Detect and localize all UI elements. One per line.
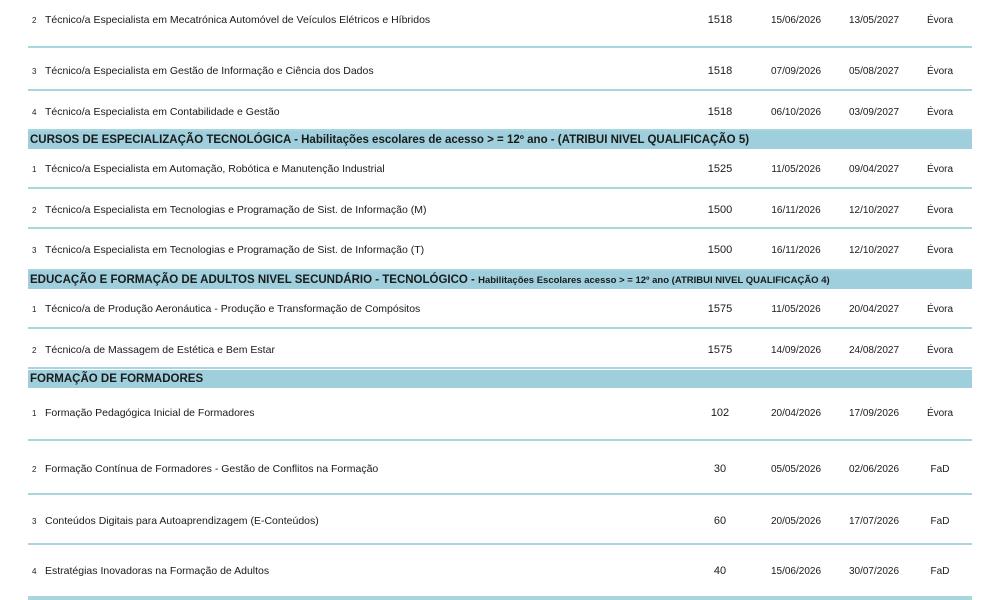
course-hours: 30: [713, 463, 727, 475]
course-name: Conteúdos Digitais para Autoaprendizagem (E-Conteúdos): [45, 515, 319, 527]
course-name: Técnico/a de Massagem de Estética e Bem Estar: [45, 344, 275, 356]
table-row: [28, 91, 972, 131]
row-number: 1: [32, 165, 37, 174]
start-date: 07/09/2026: [770, 66, 822, 77]
course-name: Técnico/a de Produção Aeronáutica - Produção e Transformação de Compósitos: [45, 303, 421, 315]
start-date: 20/05/2026: [770, 516, 822, 527]
row-number: 1: [32, 409, 37, 418]
row-number: 2: [32, 206, 37, 215]
start-date: 15/06/2026: [770, 566, 822, 577]
start-date: 16/11/2026: [771, 245, 821, 256]
course-location: Évora: [926, 245, 954, 256]
course-hours: 1500: [707, 204, 733, 216]
course-hours: 1518: [707, 65, 733, 77]
course-name: Técnico/a Especialista em Mecatrónica Automóvel de Veículos Elétricos e Híbridos: [45, 14, 431, 26]
course-location: Évora: [926, 15, 954, 26]
table-row: [28, 149, 972, 189]
course-name: Formação Pedagógica Inicial de Formadores: [45, 407, 255, 419]
table-row: [28, 388, 972, 441]
course-name: Técnico/a Especialista em Contabilidade e Gestão: [45, 106, 280, 118]
course-hours: 60: [713, 515, 727, 527]
row-number: 3: [32, 67, 37, 76]
row-number: 2: [32, 346, 37, 355]
section-header: [28, 370, 972, 388]
section-divider: [28, 596, 972, 600]
end-date: 20/04/2027: [848, 304, 900, 315]
end-date: 09/04/2027: [848, 164, 900, 175]
course-hours: 40: [713, 565, 727, 577]
course-name: Técnico/a Especialista em Tecnologias e Programação de Sist. de Informação (M): [45, 204, 427, 216]
row-number: 4: [32, 108, 37, 117]
end-date: 17/07/2026: [848, 516, 900, 527]
section-title: FORMAÇÃO DE FORMADORES: [30, 373, 204, 385]
course-location: Évora: [926, 107, 954, 118]
section-title: CURSOS DE ESPECIALIZAÇÃO TECNOLÓGICA - Habilitações escolares de acesso > = 12º ano - (ATRIBUI NIVEL QUALIFICAÇÃO 5): [30, 134, 750, 146]
course-name: Técnico/a Especialista em Tecnologias e Programação de Sist. de Informação (T): [45, 244, 425, 256]
table-row: [28, 329, 972, 369]
course-name: Formação Contínua de Formadores - Gestão de Conflitos na Formação: [45, 463, 379, 475]
end-date: 02/06/2026: [848, 464, 900, 475]
start-date: 11/05/2026: [771, 304, 821, 315]
start-date: 20/04/2026: [770, 408, 822, 419]
course-location: Évora: [926, 66, 954, 77]
course-name: Estratégias Inovadoras na Formação de Adultos: [45, 565, 270, 577]
course-location: FaD: [930, 566, 950, 577]
row-number: 2: [32, 16, 37, 25]
course-name: Técnico/a Especialista em Gestão de Informação e Ciência dos Dados: [45, 65, 374, 77]
course-hours: 1518: [707, 14, 733, 26]
end-date: 24/08/2027: [848, 345, 900, 356]
end-date: 30/07/2026: [848, 566, 900, 577]
course-hours: 1575: [707, 344, 733, 356]
course-hours: 1525: [707, 163, 733, 175]
table-row: [28, 545, 972, 591]
start-date: 15/06/2026: [770, 15, 822, 26]
course-location: FaD: [930, 516, 950, 527]
end-date: 05/08/2027: [848, 66, 900, 77]
table-row: [28, 495, 972, 545]
course-location: Évora: [926, 164, 954, 175]
row-number: 3: [32, 246, 37, 255]
table-row: [28, 229, 972, 271]
section-header: [28, 271, 972, 289]
course-location: Évora: [926, 304, 954, 315]
course-location: Évora: [926, 408, 954, 419]
row-number: 1: [32, 305, 37, 314]
end-date: 03/09/2027: [848, 107, 900, 118]
start-date: 06/10/2026: [770, 107, 822, 118]
course-hours: 1518: [707, 106, 733, 118]
table-row: [28, 189, 972, 229]
course-hours: 1575: [707, 303, 733, 315]
course-table: [28, 0, 972, 600]
section-subtitle: Habilitações Escolares acesso > = 12º ano (ATRIBUI NIVEL QUALIFICAÇÃO 4): [478, 275, 830, 286]
table-row: [28, 441, 972, 495]
row-number: 4: [32, 567, 37, 576]
start-date: 05/05/2026: [770, 464, 822, 475]
course-hours: 1500: [707, 244, 733, 256]
course-location: Évora: [926, 205, 954, 216]
course-location: Évora: [926, 345, 954, 356]
row-number: 3: [32, 517, 37, 526]
start-date: 16/11/2026: [771, 205, 821, 216]
end-date: 17/09/2026: [848, 408, 900, 419]
end-date: 12/10/2027: [848, 245, 900, 256]
table-row: [28, 289, 972, 329]
start-date: 14/09/2026: [770, 345, 822, 356]
row-number: 2: [32, 465, 37, 474]
table-row: [28, 0, 972, 48]
table-row: [28, 48, 972, 91]
course-name: Técnico/a Especialista em Automação, Robótica e Manutenção Industrial: [45, 163, 385, 175]
course-hours: 102: [710, 407, 730, 419]
section-title: EDUCAÇÃO E FORMAÇÃO DE ADULTOS NIVEL SECUNDÁRIO - TECNOLÓGICO -: [30, 274, 479, 286]
course-location: FaD: [930, 464, 950, 475]
end-date: 13/05/2027: [848, 15, 900, 26]
end-date: 12/10/2027: [848, 205, 900, 216]
section-header: [28, 131, 972, 149]
start-date: 11/05/2026: [771, 164, 821, 175]
